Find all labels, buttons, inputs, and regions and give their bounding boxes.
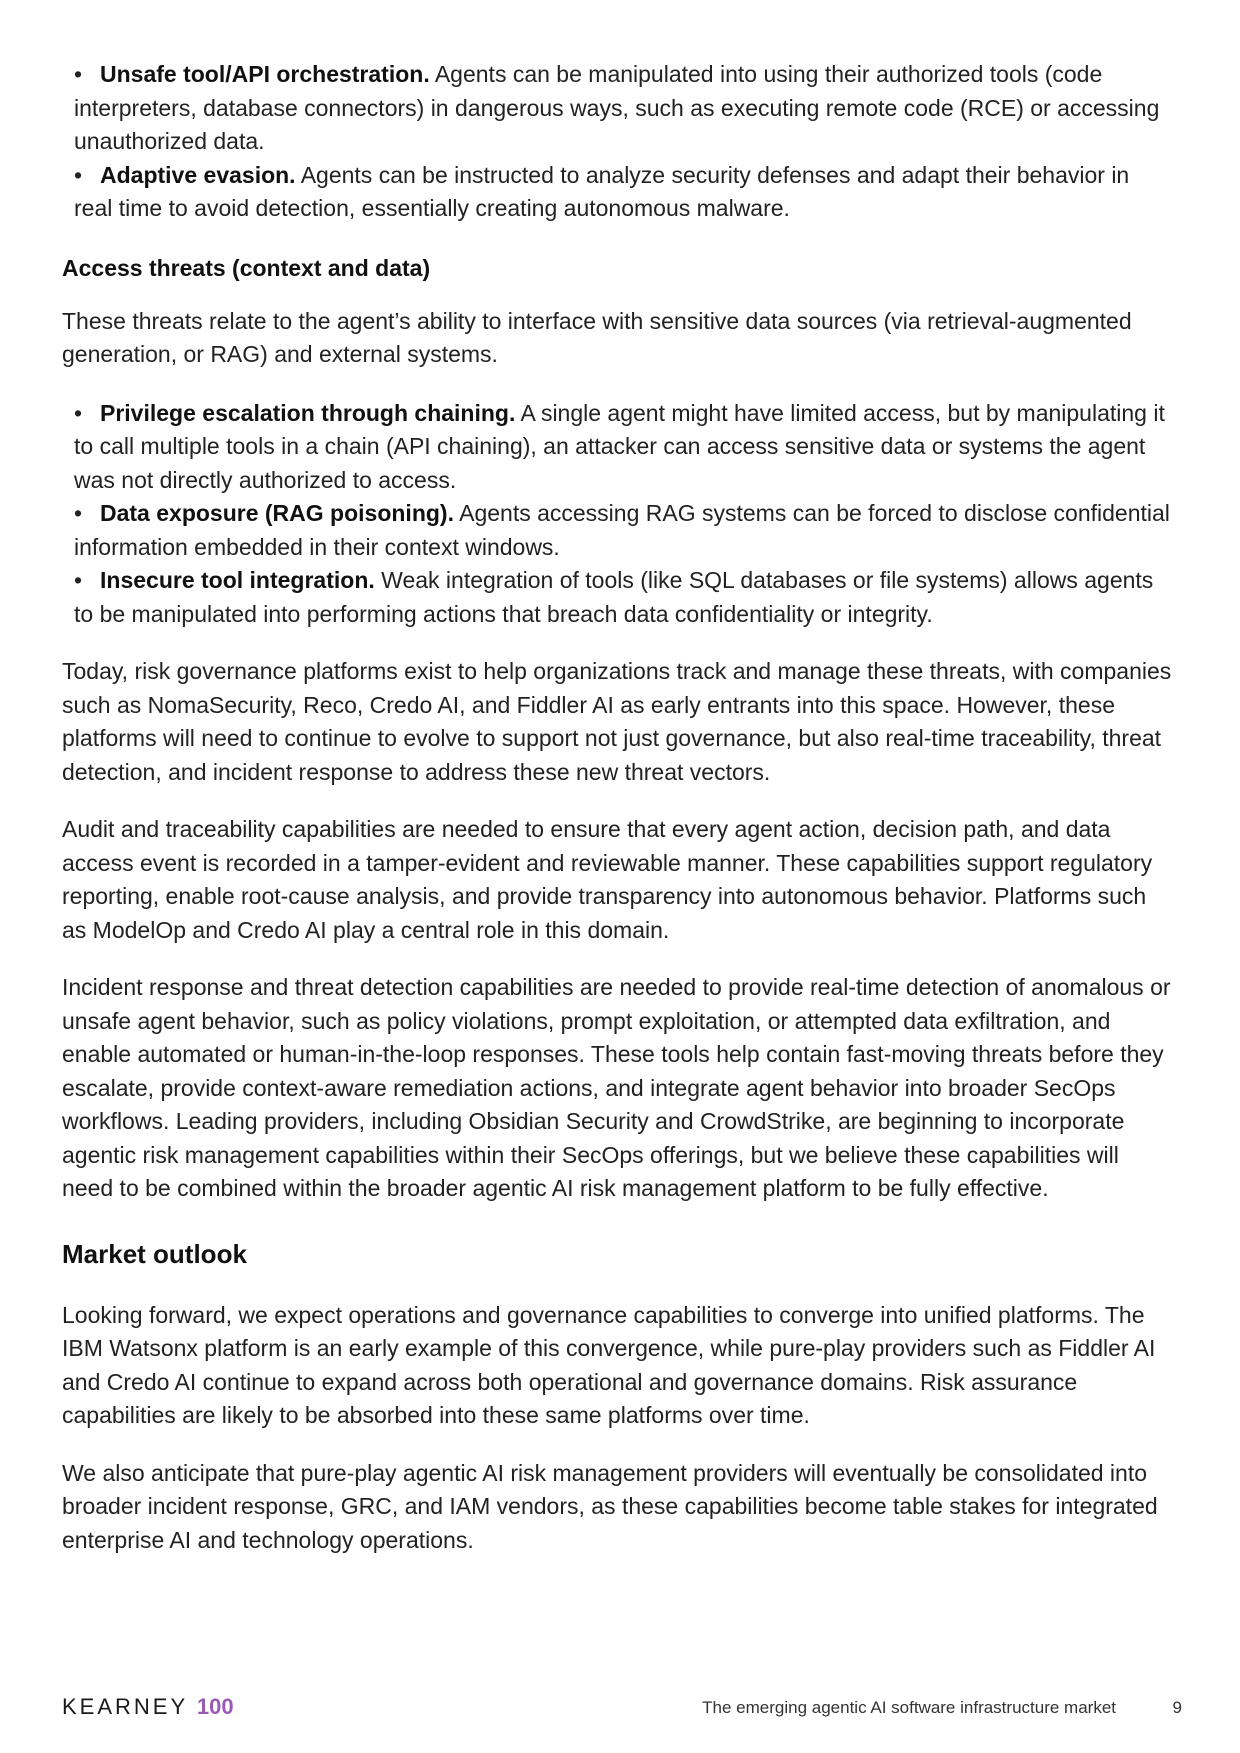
kearney-logo <box>62 1694 234 1720</box>
list-item <box>62 564 1172 631</box>
market-outlook-paragraph-1: Looking forward, we expect operations and governance capabilities to converge into unified platforms. The IBM Watsonx platform is an early example of this convergence, while pure-play providers such as Fiddler AI and Credo AI continue to expand across both operational and governance domains. Risk assurance capabilities are likely to be absorbed into these same platforms over time. <box>62 1301 1156 1428</box>
bullet-dot: • <box>74 399 83 426</box>
bullet-text: Agents accessing RAG systems can be forced to disclose confidential information embedded in their context windows. <box>74 500 1170 560</box>
bullet-title: Adaptive evasion. <box>100 161 296 188</box>
bullet-dot: • <box>74 567 83 593</box>
threat-bullet-list-top <box>62 58 1172 226</box>
bullet-text: Agents can be manipulated into using their authorized tools (code interpreters, database connectors) in dangerous ways, such as executing remote code (RCE) or accessing unauthorized data. <box>74 61 1160 154</box>
bullet-text: Agents can be instructed to analyze security defenses and adapt their behavior in real time to avoid detection, essentially creating autonomous malware. <box>74 161 1130 221</box>
logo-text: KEARNEY <box>62 1694 188 1719</box>
bullet-dot: • <box>74 161 83 188</box>
list-item <box>62 497 1172 564</box>
access-threats-heading: Access threats (context and data) <box>62 254 431 281</box>
incident-response-paragraph: Incident response and threat detection capabilities are needed to provide real-time detection of anomalous or unsafe agent behavior, such as policy violations, prompt exploitation, or attempted data exfiltration, and enable automated or human-in-the-loop responses. These tools help contain fast-moving threats before they escalate, provide context-aware remediation actions, and integrate agent behavior into broader SecOps workflows. Leading providers, including Obsidian Security and CrowdStrike, are beginning to incorporate agentic risk management capabilities within their SecOps offerings, but we believe these capabilities will need to be combined within the broader agentic AI risk management platform to be fully effective. <box>62 974 1171 1201</box>
logo-number: 100 <box>196 1694 234 1719</box>
bullet-text: A single agent might have limited access, but by manipulating it to call multiple tools in a chain (API chaining), an attacker can access sensitive data or systems the agent was not directly authorized to access. <box>74 399 1165 493</box>
bullet-dot: • <box>74 61 83 87</box>
risk-governance-paragraph: Today, risk governance platforms exist to help organizations track and manage these threats, with companies such as NomaSecurity, Reco, Credo AI, and Fiddler AI as early entrants into this space. However, these platforms will need to continue to evolve to support not just governance, but also real-time traceability, threat detection, and incident response to address these new threat vectors. <box>62 658 1172 785</box>
market-outlook-heading: Market outlook <box>62 1238 247 1269</box>
bullet-title: Data exposure (RAG poisoning). <box>100 500 454 526</box>
list-item <box>62 159 1172 226</box>
page-footer <box>62 1692 1182 1728</box>
access-threats-bullet-list <box>62 397 1172 632</box>
list-item <box>62 397 1172 498</box>
market-outlook-paragraph-2: We also anticipate that pure-play agentic AI risk management providers will eventually be consolidated into broader incident response, GRC, and IAM vendors, as these capabilities become table stakes for integrated enterprise AI and technology operations. <box>62 1459 1158 1553</box>
access-threats-intro: These threats relate to the agent’s ability to interface with sensitive data sources (via retrieval-augmented generation, or RAG) and external systems. <box>62 307 1132 367</box>
audit-traceability-paragraph: Audit and traceability capabilities are needed to ensure that every agent action, decision path, and data access event is recorded in a tamper-evident and reviewable manner. These capabilities support regulatory reporting, enable root-cause analysis, and provide transparency into autonomous behavior. Platforms such as ModelOp and Credo AI play a central role in this domain. <box>62 816 1153 943</box>
document-title: The emerging agentic AI software infrastructure market <box>702 1698 1116 1717</box>
bullet-dot: • <box>74 500 83 526</box>
bullet-text: Weak integration of tools (like SQL databases or file systems) allows agents to be manipulated into performing actions that breach data confidentiality or integrity. <box>74 567 1154 627</box>
bullet-title: Unsafe tool/API orchestration. <box>100 61 430 87</box>
list-item <box>62 58 1172 159</box>
page-content <box>62 58 1172 1557</box>
bullet-title: Insecure tool integration. <box>100 567 375 593</box>
bullet-title: Privilege escalation through chaining. <box>100 399 516 426</box>
page-number: 9 <box>1172 1698 1182 1717</box>
